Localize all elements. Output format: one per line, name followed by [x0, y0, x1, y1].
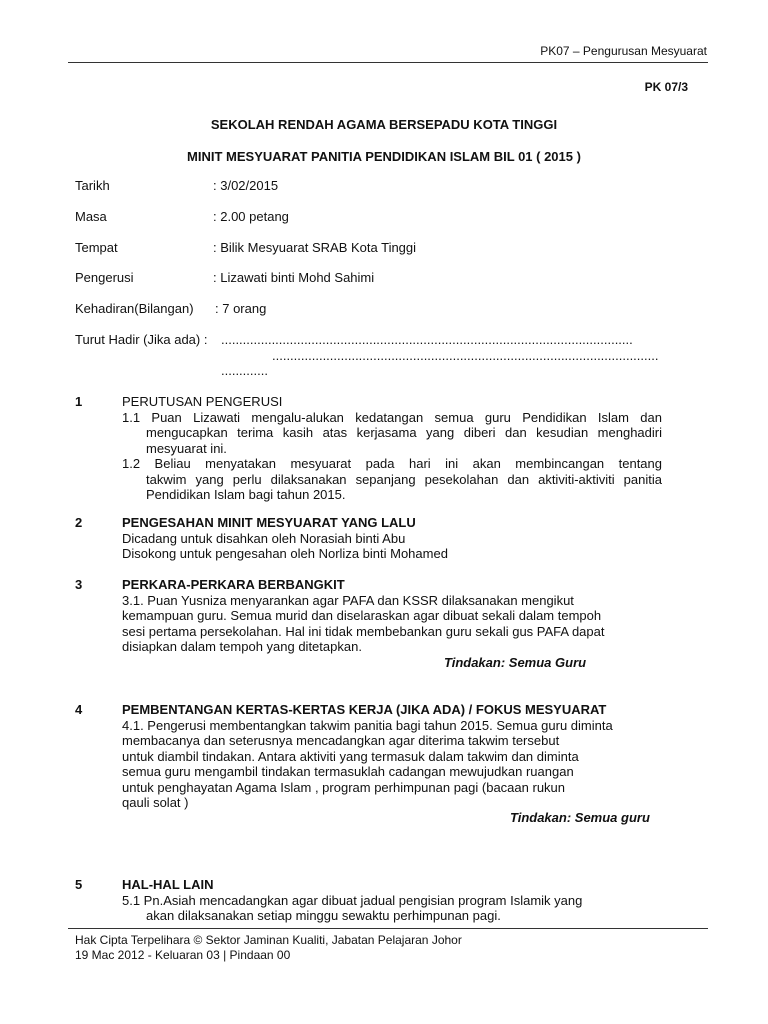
tempat-label: Tempat	[75, 240, 118, 255]
section-5-number: 5	[75, 877, 83, 892]
running-header: PK07 – Pengurusan Mesyuarat	[540, 44, 707, 58]
section-3-line-4: disiapkan dalam tempoh yang ditetapkan.	[122, 639, 362, 654]
section-4-number: 4	[75, 702, 83, 717]
section-3-heading: PERKARA-PERKARA BERBANGKIT	[122, 577, 345, 592]
section-5	[122, 877, 662, 924]
section-3	[122, 577, 662, 655]
turut-hadir-dots-3: .............	[221, 363, 268, 378]
section-3-line-2: kemampuan guru. Semua murid dan diselaraskan agar dibuat sekali dalam tempoh	[122, 608, 602, 623]
header-rule	[68, 62, 708, 63]
section-4-line-5: untuk penghayatan Agama Islam , program perhimpunan pagi (bacaan rukun	[122, 779, 566, 795]
section-3-number: 3	[75, 577, 83, 592]
meeting-title: MINIT MESYUARAT PANITIA PENDIDIKAN ISLAM BIL 01 ( 2015 )	[187, 149, 581, 164]
section-2-line-2: Disokong untuk pengesahan oleh Norliza binti Mohamed	[122, 546, 448, 561]
tarikh-value: : 3/02/2015	[213, 178, 279, 193]
turut-hadir-dots-1: ..................................................................................................................	[221, 332, 633, 347]
section-4-line-6: qauli solat )	[122, 795, 189, 810]
masa-label: Masa	[75, 209, 107, 224]
section-1-item-1-line-3: mesyuarat ini.	[146, 440, 227, 456]
section-1-item-1-line-1: 1.1 Puan Lizawati mengalu-alukan kedatangan semua guru Pendidikan Islam dan	[122, 409, 662, 425]
turut-hadir-dots-2: ...........................................................................................................	[272, 348, 659, 363]
turut-hadir-label: Turut Hadir (Jika ada) :	[75, 332, 208, 347]
section-3-line-3: sesi pertama persekolahan. Hal ini tidak membebankan guru sekali gus PAFA dapat	[122, 623, 605, 639]
section-2-line-1: Dicadang untuk disahkan oleh Norasiah binti Abu	[122, 530, 406, 546]
kehadiran-value: : 7 orang	[215, 301, 267, 316]
section-1	[122, 394, 662, 503]
section-1-item-2-line-2: takwim yang perlu dilaksanakan sepanjang pesekolahan dan aktiviti-aktiviti panitia	[146, 471, 662, 487]
footer-revision: 19 Mac 2012 - Keluaran 03 | Pindaan 00	[75, 948, 291, 962]
doc-code: PK 07/3	[644, 80, 688, 94]
section-4-line-4: semua guru mengambil tindakan termasuklah cadangan mewujudkan ruangan	[122, 764, 574, 779]
footer	[75, 933, 462, 963]
school-title: SEKOLAH RENDAH AGAMA BERSEPADU KOTA TINGGI	[210, 117, 558, 132]
section-4-line-3: untuk diambil tindakan. Antara aktiviti yang termasuk dalam takwim dan diminta	[122, 748, 579, 764]
section-1-heading: PERUTUSAN PENGERUSI	[122, 394, 283, 409]
masa-value: : 2.00 petang	[213, 209, 289, 224]
section-5-line-2: akan dilaksanakan setiap minggu sewaktu perhimpunan pagi.	[146, 908, 501, 923]
section-4-line-2: membacanya dan seterusnya mencadangkan agar diterima takwim tersebut	[122, 733, 560, 748]
section-1-item-2-line-3: Pendidikan Islam bagi tahun 2015.	[146, 487, 346, 502]
section-4-heading: PEMBENTANGAN KERTAS-KERTAS KERJA (JIKA ADA) / FOKUS MESYUARAT	[122, 702, 607, 717]
section-4-line-1: 4.1. Pengerusi membentangkan takwim panitia bagi tahun 2015. Semua guru diminta	[122, 717, 613, 733]
footer-rule	[68, 928, 708, 929]
footer-copyright: Hak Cipta Terpelihara © Sektor Jaminan Kualiti, Jabatan Pelajaran Johor	[75, 933, 462, 947]
section-5-line-1: 5.1 Pn.Asiah mencadangkan agar dibuat jadual pengisian program Islamik yang	[122, 892, 583, 908]
section-1-number: 1	[75, 394, 83, 409]
tempat-value: : Bilik Mesyuarat SRAB Kota Tinggi	[213, 240, 417, 255]
section-3-action: Tindakan: Semua Guru	[444, 655, 587, 670]
pengerusi-label: Pengerusi	[75, 270, 134, 285]
section-1-item-2-line-1: 1.2 Beliau menyatakan mesyuarat pada hari ini akan membincangan tentang	[122, 456, 662, 471]
section-2-heading: PENGESAHAN MINIT MESYUARAT YANG LALU	[122, 515, 416, 530]
kehadiran-label: Kehadiran(Bilangan)	[75, 301, 194, 316]
section-4-action: Tindakan: Semua guru	[510, 810, 650, 825]
section-3-line-1: 3.1. Puan Yusniza menyarankan agar PAFA dan KSSR dilaksanakan mengikut	[122, 592, 574, 608]
pengerusi-value: : Lizawati binti Mohd Sahimi	[213, 270, 375, 285]
section-2	[122, 515, 662, 562]
section-2-number: 2	[75, 515, 83, 530]
tarikh-label: Tarikh	[75, 178, 110, 193]
section-4	[122, 702, 682, 811]
section-5-heading: HAL-HAL LAIN	[122, 877, 214, 892]
section-1-item-1-line-2: mengucapkan terima kasih atas kerjasama yang diberi dan kesudian menghadiri	[146, 425, 662, 440]
